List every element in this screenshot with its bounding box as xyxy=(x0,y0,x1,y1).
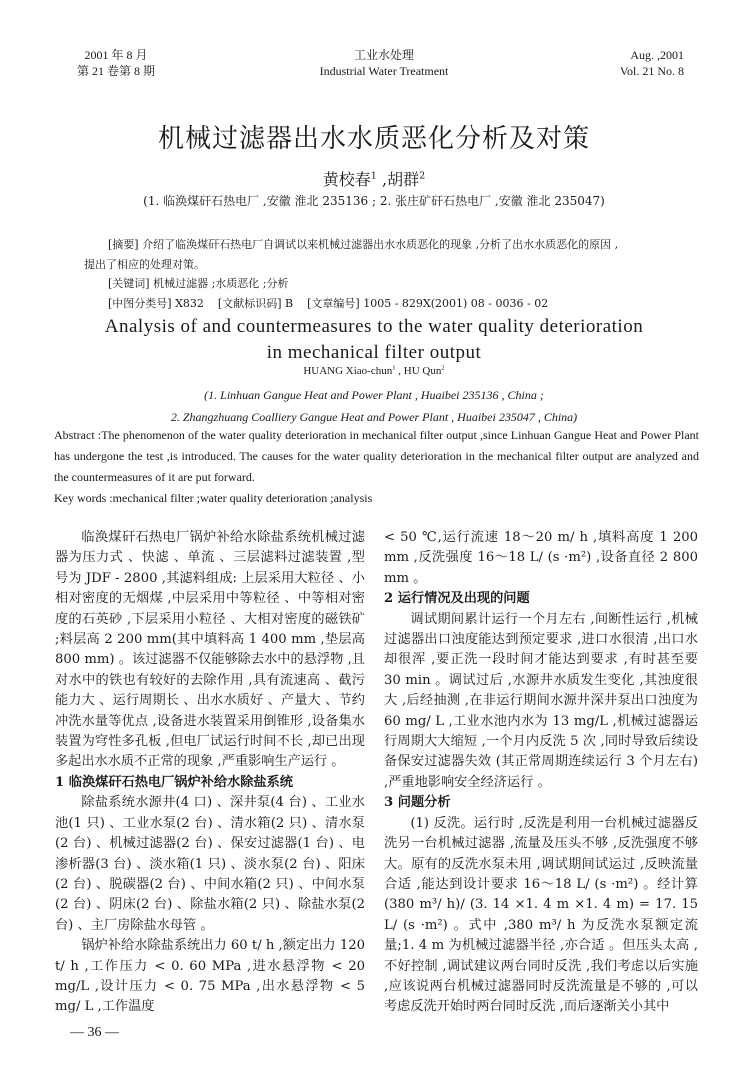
body-paragraph: 调试期间累计运行一个月左右 ,间断性运行 ,机械过滤器出口浊度能达到预定要求 ,进口水很清 ,出口水却很浑 ,要正洗一段时间才能达到要求 ,有时甚至要 30 min 。调试过后 ,水源井水质发生变化 ,其浊度很大 ,后经抽测 ,在非运行期间水源井深井泵出口浊度为 60 mg/ L ,工业水池内水为 13 mg/L ,机械过滤器运行周期大大缩短 ,一个月内反洗 5 次 ,同时导致后续设备保安过滤器失效 (其正常周期连续运行 3 个月左右) ,严重地影响安全经济运行 。 xyxy=(384,611,698,790)
body-column-left xyxy=(55,528,365,1018)
header-volume-en: Vol. 21 No. 8 xyxy=(619,64,684,78)
english-keywords xyxy=(54,488,699,509)
body-paragraph: < 50 ℃,运行流速 18～20 m/ h ,填料高度 1 200 mm ,反洗强度 16～18 L/ (s ·m²) ,设备直径 2 800 mm 。 xyxy=(384,530,698,586)
author-separator: , xyxy=(376,170,388,189)
english-author-name: HUANG Xiao-chun xyxy=(303,365,393,377)
cn-keywords-text: 机械过滤器 ;水质恶化 ;分析 xyxy=(149,277,289,290)
page-number: — 36 — xyxy=(70,1025,119,1040)
doc-code-label: [文献标识码] xyxy=(217,296,282,310)
english-keywords-label: Key words : xyxy=(54,491,113,505)
author-affil-mark: 2 xyxy=(419,170,426,182)
english-authors xyxy=(0,365,748,377)
paper-title: 机械过滤器出水水质恶化分析及对策 xyxy=(157,124,590,154)
header-volume-cn: 第 21 卷第 8 期 xyxy=(77,64,156,78)
english-abstract-label: Abstract : xyxy=(54,428,102,442)
english-affil-2: 2. Zhangzhuang Coalliery Gangue Heat and Power Plant , Huaibei 235047 , China) xyxy=(170,410,578,424)
cn-abstract-label: [摘要] xyxy=(108,238,139,251)
section-heading: 1 临涣煤矸石热电厂锅炉补给水除盐系统 xyxy=(55,774,293,790)
journal-date-issue xyxy=(77,47,155,79)
author-list xyxy=(0,167,748,190)
english-abstract-text: The phenomenon of the water quality deterioration in mechanical filter output ,since Linhuan Gangue Heat and Power Plant has undergone the test ,is introduced. The causes for the water quality deterioration in the mechanical filter output are analyzed and the countermeasures of it are put forward. xyxy=(54,428,699,484)
english-title xyxy=(0,314,748,366)
english-affiliations xyxy=(0,384,748,428)
body-paragraph: 除盐系统水源井(4 口) 、深井泵(4 台) 、工业水池(1 只) 、工业水泵(2 台) 、清水箱(2 只) 、清水泵(2 台) 、机械过滤器(2 台) 、保安过滤器(1 台) 、电渗析器(3 台) 、淡水箱(1 只) 、淡水泵(2 台) 、阳床(2 台) 、脱碳器(2 台) 、中间水箱(2 只) 、中间水泵(2 台) 、阴床(2 台) 、除盐水箱(2 只) 、除盐水泵(2 台) 、主厂房除盐水母管 。 xyxy=(55,795,365,933)
affiliations: (1. 临涣煤矸石热电厂 ,安徽 淮北 235136 ; 2. 张庄矿矸石热电厂 ,安徽 淮北 235047) xyxy=(143,194,605,208)
section-heading: 3 问题分析 xyxy=(384,795,451,811)
english-title-line1: Analysis of and countermeasures to the water quality deterioration xyxy=(104,316,644,337)
classification-line xyxy=(98,294,688,314)
clc-label: [中图分类号] xyxy=(108,296,172,310)
cn-abstract-cont: 提出了相应的处理对策。 xyxy=(84,257,205,271)
cn-abstract-text: 介绍了临涣煤矸石热电厂自调试以来机械过滤器出水水质恶化的现象 ,分析了出水水质恶化的原因 , xyxy=(138,238,619,251)
section-heading: 2 运行情况及出现的问题 xyxy=(384,591,530,607)
body-paragraph: (1) 反洗。运行时 ,反洗是利用一台机械过滤器反洗另一台机械过滤器 ,流量及压头不够 ,反洗强度不够大。原有的反洗水泵未用 ,调试期间试运过 ,反映流量合适 ,能达到设计要求 16～18 L/ (s ·m²) 。经计算(380 m³/ h)/ (3. 14 ×1. 4 m ×1. 4 m) = 17. 15 L/ (s ·m²) 。式中 ,380 m³/ h 为反洗水泵额定流量;1. 4 m 为机械过滤器半径 ,亦合适 。但压头太高 ,不好控制 ,调试建议两台同时反洗 ,我们考虑以后实施 ,应该说两台机械过滤器同时反洗流量是不够的 ,可以考虑反洗开始时两台同时反洗 ,而后逐渐关小其中 xyxy=(384,815,698,1015)
cn-abstract xyxy=(98,235,688,255)
body-paragraph: 锅炉补给水除盐系统出力 60 t/ h ,额定出力 120 t/ h ,工作压力 < 0. 60 MPa ,进水悬浮物 < 20 mg/L ,设计压力 < 0. 75 MPa ,出水悬浮物 < 5 mg/ L ,工作温度 xyxy=(55,938,365,1015)
author-name: 黄校春 xyxy=(322,170,371,189)
journal-name xyxy=(274,47,494,79)
article-no-label: [文章编号] xyxy=(307,296,360,310)
english-author-separator: , xyxy=(395,365,404,377)
article-no-value: 1005 - 829X(2001) 08 - 0036 - 02 xyxy=(359,296,549,310)
header-date-en: Aug. ,2001 xyxy=(630,48,684,62)
english-author-name: HU Qun xyxy=(403,365,442,377)
author-affil-mark: 1 xyxy=(370,170,377,182)
body-paragraph: 临涣煤矸石热电厂锅炉补给水除盐系统机械过滤器为压力式 、快滤 、单流 、三层滤料过滤装置 ,型号为 JDF - 2800 ,其滤料组成: 上层采用大粒径 、小相对密度的无烟煤 ,中层采用中等粒径 、中等相对密度的石英砂 ,下层采用小粒径 、大相对密度的磁铁矿 ;料层高 2 200 mm(其中填料高 1 400 mm ,垫层高 800 mm) 。该过滤器不仅能够除去水中的悬浮物 ,且对水中的铁也有较好的去除作用 ,具有流速高 、截污能力大 、运行周期长 、出水水质好 、产量大 、节约冲洗水量等优点 ,设备进水装置采用倒锥形 ,设备集水装置为穹性多孔板 ,但电厂试运行时间不长 ,却已出现多起出水水质不正常的现象 ,严重影响生产运行 。 xyxy=(55,530,365,770)
header-date: 2001 年 8 月 xyxy=(84,48,148,62)
clc-value: X832 xyxy=(171,296,204,310)
journal-name-en: Industrial Water Treatment xyxy=(319,64,449,78)
cn-abstract-block xyxy=(84,235,688,313)
journal-name-cn: 工业水处理 xyxy=(353,48,414,62)
journal-volume-en xyxy=(620,47,684,79)
english-affil-mark: 2 xyxy=(441,364,445,372)
english-affil-mark: 1 xyxy=(392,364,396,372)
author-name: 胡群 xyxy=(387,170,420,189)
english-abstract xyxy=(54,425,699,488)
doc-code-value: B xyxy=(281,296,294,310)
english-affil-1: (1. Linhuan Gangue Heat and Power Plant , Huaibei 235136 , China ; xyxy=(204,388,544,402)
cn-keywords xyxy=(98,274,688,294)
cn-keywords-label: [关键词] xyxy=(108,277,150,290)
body-column-right xyxy=(384,528,698,1018)
english-keywords-text: mechanical filter ;water quality deterioration ;analysis xyxy=(112,491,373,505)
english-title-line2: in mechanical filter output xyxy=(266,342,482,363)
english-abstract-block xyxy=(54,425,699,509)
